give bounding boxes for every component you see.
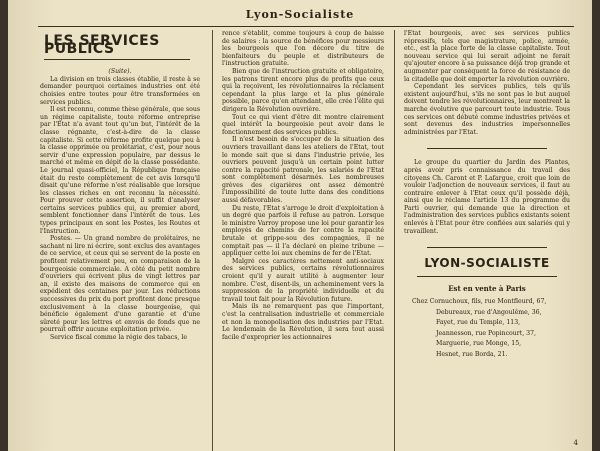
column-divider	[212, 30, 213, 451]
list-item: Jeannesson, rue Popincourt, 37,	[436, 329, 536, 337]
list-item: Chez Cornuchoux, fils, rue Montfleurd, 67,	[412, 298, 547, 306]
paragraph: Postes. — Un grand nombre de prolétaires, ne sachant ni lire ni écrire, sont exclus des avantages de ce service, et ceux qui se servent de la poste en profitent relativement peu, en comparaison de la bourgeoisie commerciale. A côté du petit nombre d'ouvriers qui écrivent plus de vingt lettres par an, il existe des maisons de commerce qui en expédient des centaines par jour. Les réductions successives du prix du port profitent donc presque exclusivement à la classe bourgeoise, qui bénéficie également d'une garantie et d'une sûreté pour les lettres et envois de fonds que ne pourrait offrir aucune exploitation privée.	[40, 235, 200, 334]
continued-marker: (Suite).	[108, 68, 132, 76]
article-column-3	[404, 30, 570, 451]
list-item: Hesnet, rue Borda, 21.	[436, 350, 508, 358]
title-rule	[44, 59, 190, 60]
paragraph: Mais ils ne remarquent pas que l'important, c'est la centralisation industrielle et commerciale et non la monopolisation des industries par l'Etat. Le lendemain de la Révolution, il sera tout aussi facile d'exproprier les actionnaires	[222, 303, 384, 341]
paragraph: La division en trois classes établie, il reste à se demander pourquoi certaines industries ont été choisies entre toutes pour être transformées en services publics.	[40, 75, 200, 106]
paragraph: Il n'est besoin de s'occuper de la situation des ouvriers travaillant dans les ateliers de l'Etat, tout le monde sait que si dans l'industrie privée, les ouvriers peuvent jusqu'à un certain point lutter contre la rapacité patronale, les salariés de l'Etat sont complètement désarmés. Les nombreuses grèves des cigarières ont assez démontré l'impossibilité de toute lutte dans des conditions aussi défavorables.	[222, 136, 384, 205]
group-notice: Le groupe du quartier du Jardin des Plantes, après avoir pris connaissance du travail des citoyens Ch. Caront et P. Lafargue, croit que loin de vouloir l'adjonction de nouveaux services, il faut au contraire enlever à l'Etat ceux qu'il possède déjà, ainsi que le réclame l'article 13 du programme du Parti ouvrier, qui demande que la direction et l'administration des services publics existants soient enlevés à l'Etat pour être confiées aux salariés qui y travaillent.	[404, 159, 570, 235]
list-item: Debureaux, rue d'Angoulême, 36,	[436, 308, 542, 316]
article-column-2	[222, 30, 384, 451]
advert-title: LYON-SOCIALISTE	[424, 256, 550, 271]
column-divider	[394, 30, 395, 451]
list-item: Marguerie, rue Monge, 15,	[436, 340, 522, 348]
paragraph: Malgré ces caractères nettement anti-sociaux des services publics, certains révolutionnaires croient qu'il y aurait utilité à augmenter leur nombre. C'est, disent-ils, un acheminement vers la suppression de la propriété individuelle et du travail tout fait pour la Révolution future.	[222, 257, 384, 303]
paragraph: rence s'établit, comme toujours à coup de baisse de salaires : la source de bénéfices pour messieurs les bourgeois que l'on décore du titre de bienfaiteurs du peuple et distributeurs de l'instruction gratuite.	[222, 30, 384, 68]
paragraph: Service fiscal comme la régie des tabacs, le	[50, 333, 188, 341]
advert-rule	[417, 276, 557, 277]
paragraph: Bien que de l'instruction gratuite et obligatoire, les patrons tirent encore plus de profits que ceux qui la reçoivent, les révolutionnaires la réclament cependant la plus large et la plus générale possible, parce qu'en attendant, elle crée l'élite qui dirigera la Révolution ouvrière.	[222, 67, 384, 113]
vendor-list	[404, 297, 570, 360]
list-item: Fayet, rue du Temple, 113,	[436, 319, 521, 327]
page-number: 4	[573, 439, 578, 447]
masthead: Lyon-Socialiste	[245, 8, 355, 21]
article-column-1	[40, 30, 200, 451]
paragraph: Il est reconnu, comme thèse générale, que sous un régime capitaliste, toute réforme entreprise par l'Etat n'a avant tout qu'un but, l'intérêt de la classe régnante, c'est-à-dire de la classe capitaliste. Si cette réforme profite quelque peu à la classe opprimée ou prolétariat, c'est, pour nous servir d'une expression populaire, par dessus le marché et même en dépit de la classe possédante. Le journal quasi-officiel, la République française était du reste complètement de cet avis lorsqu'il disait qu'une réforme n'est réalisable que lorsque les classes riches en ont reconnu la nécessité. Pour prouver cette assertion, il suffit d'analyser certains services publics qui, au premier abord, semblent fonctionner dans l'intérêt de tous. Les types principaux en sont les Postes, les Routes et l'Instruction.	[40, 106, 200, 235]
masthead-rule	[38, 26, 574, 27]
newspaper-page	[8, 0, 592, 451]
paragraph: Tout ce qui vient d'être dit montre clairement quel intérêt la bourgeoisie peut avoir dans le fonctionnement des services publics.	[222, 113, 384, 136]
section-rule	[427, 247, 547, 248]
paragraph: Du reste, l'Etat s'arroge le droit d'exploitation à un degré que parfois il refuse au patron. Lorsque le ministre Varroy propose une loi pour garantir les employés de chemins de fer contre la rapacité brutale et grippe-sou des compagnies, il ne comptait pas — il l'a déclaré en pleine tribune — appliquer cette loi aux chemins de fer de l'Etat.	[222, 204, 384, 258]
section-rule	[427, 148, 547, 149]
article-title: LES SERVICES PUBLICS	[44, 33, 160, 57]
advert-subtitle: Est en vente à Paris	[448, 283, 526, 293]
paragraph: l'Etat bourgeois, avec ses services publics répressifs, tels que magistrature, police, armée, etc., est la place forte de la classe capitaliste. Tout nouveau service qui lui serait adjoint ne ferait qu'ajouter encore à sa puissance déjà trop grande et augmenter par conséquent la force de résistance de la citadelle que doit emporter la révolution ouvrière.	[404, 30, 570, 83]
paragraph: Cependant les services publics, tels qu'ils existent aujourd'hui, s'ils ne sont pas le but auquel doivent tendre les révolutionnaires, leur montrent la marche évolutive que parcourt toute industrie. Tous ces services ont débuté comme industries privées et sont devenus des industries impersonnelles administrées par l'Etat.	[404, 83, 570, 136]
